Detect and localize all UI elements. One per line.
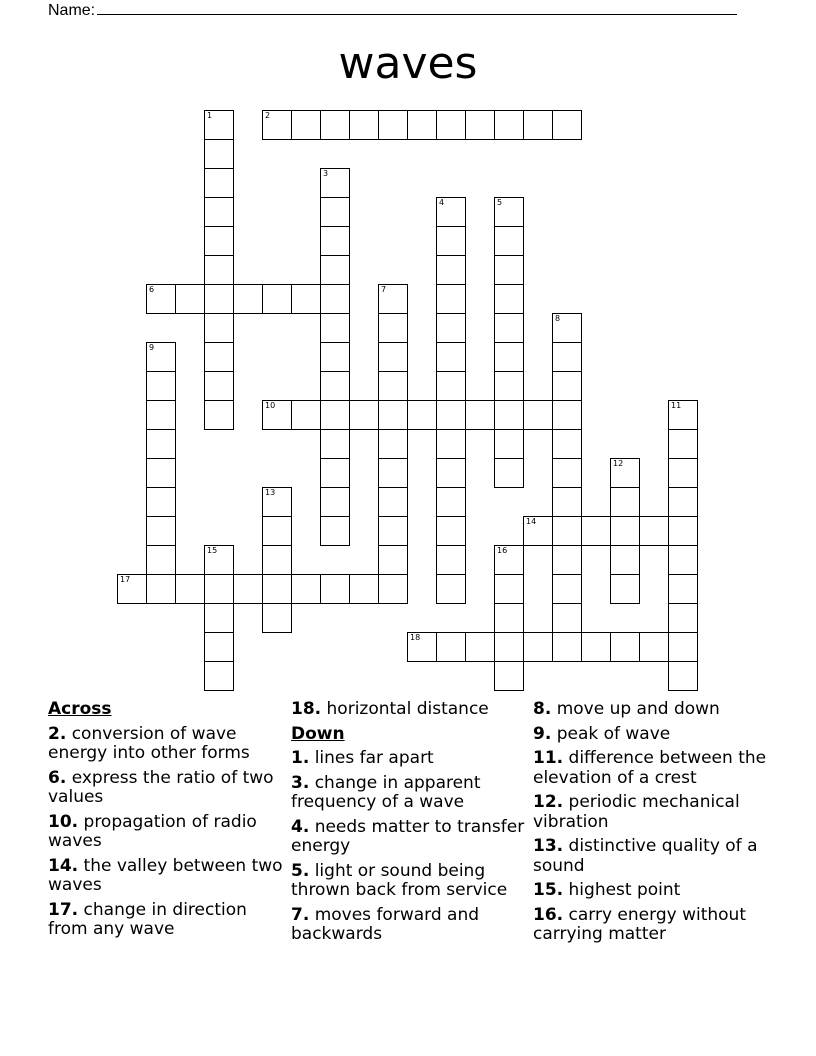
grid-cell[interactable] (552, 603, 582, 633)
clue-item (48, 769, 284, 808)
grid-cell[interactable] (668, 574, 698, 604)
clue-item-number: 14. (48, 855, 79, 876)
clue-item-text: lines far apart (309, 748, 434, 768)
grid-cell[interactable] (494, 197, 524, 227)
clue-item-text: horizontal distance (321, 699, 489, 719)
clue-item (291, 906, 527, 945)
clue-item-number: 11. (533, 748, 564, 768)
grid-cell[interactable] (320, 371, 350, 401)
grid-cell[interactable] (146, 371, 176, 401)
grid-cell[interactable] (436, 284, 466, 314)
grid-cell[interactable] (320, 429, 350, 459)
grid-cell[interactable] (262, 284, 292, 314)
clue-item (48, 901, 284, 940)
grid-cell[interactable] (378, 516, 408, 546)
clue-item (533, 749, 769, 788)
grid-cell[interactable] (494, 574, 524, 604)
grid-cell[interactable] (465, 110, 495, 140)
grid-cell[interactable] (204, 284, 234, 314)
clue-item (533, 906, 769, 945)
clue-item-number: 7. (291, 904, 310, 925)
clue-item-number: 8. (533, 699, 552, 719)
grid-cell[interactable] (204, 110, 234, 140)
across-heading: Across (48, 699, 112, 719)
grid-cell[interactable] (494, 603, 524, 633)
clue-number: 7 (381, 285, 387, 294)
grid-cell[interactable] (146, 516, 176, 546)
grid-cell[interactable] (407, 400, 437, 430)
grid-cell[interactable] (494, 458, 524, 488)
grid-cell[interactable] (436, 313, 466, 343)
grid-cell[interactable] (378, 574, 408, 604)
grid-cell[interactable] (494, 661, 524, 691)
grid-cell[interactable] (436, 226, 466, 256)
grid-cell[interactable] (494, 110, 524, 140)
grid-cell[interactable] (552, 400, 582, 430)
grid-cell[interactable] (552, 313, 582, 343)
clue-item (291, 700, 527, 720)
clue-item-text: change in apparent frequency of a wave (291, 772, 481, 812)
grid-cell[interactable] (204, 400, 234, 430)
grid-cell[interactable] (494, 632, 524, 662)
clue-item-number: 5. (291, 860, 310, 881)
grid-cell[interactable] (320, 197, 350, 227)
grid-cell[interactable] (494, 255, 524, 285)
grid-cell[interactable] (523, 632, 553, 662)
grid-cell[interactable] (320, 255, 350, 285)
grid-cell[interactable] (204, 603, 234, 633)
grid-cell[interactable] (552, 487, 582, 517)
grid-cell[interactable] (204, 226, 234, 256)
grid-cell[interactable] (552, 342, 582, 372)
clues-column-1 (48, 700, 284, 945)
grid-cell[interactable] (378, 371, 408, 401)
grid-cell[interactable] (523, 110, 553, 140)
grid-cell[interactable] (494, 400, 524, 430)
clue-item (533, 837, 769, 876)
grid-cell[interactable] (204, 342, 234, 372)
grid-cell[interactable] (436, 400, 466, 430)
grid-cell[interactable] (668, 661, 698, 691)
clue-item-number: 1. (291, 748, 310, 768)
grid-cell[interactable] (204, 139, 234, 169)
grid-cell[interactable] (262, 400, 292, 430)
grid-cell[interactable] (581, 632, 611, 662)
grid-cell[interactable] (436, 632, 466, 662)
grid-cell[interactable] (117, 574, 147, 604)
clue-item-text: light or sound being thrown back from service (291, 860, 508, 900)
grid-cell[interactable] (436, 574, 466, 604)
clue-item-number: 17. (48, 899, 79, 920)
clues-column-2 (291, 700, 527, 950)
clue-item (291, 818, 527, 857)
down-heading: Down (291, 723, 345, 744)
clue-number: 18 (410, 633, 421, 642)
grid-cell[interactable] (378, 400, 408, 430)
grid-cell[interactable] (320, 168, 350, 198)
clue-item-number: 18. (291, 699, 322, 719)
grid-cell[interactable] (291, 400, 321, 430)
grid-cell[interactable] (262, 516, 292, 546)
grid-cell[interactable] (233, 284, 263, 314)
grid-cell[interactable] (291, 574, 321, 604)
grid-cell[interactable] (610, 516, 640, 546)
clue-number: 3 (323, 169, 329, 178)
grid-cell[interactable] (320, 284, 350, 314)
grid-cell[interactable] (146, 574, 176, 604)
clue-item-text: conversion of wave energy into other forms (48, 723, 250, 763)
grid-cell[interactable] (552, 574, 582, 604)
grid-cell[interactable] (436, 487, 466, 517)
grid-cell[interactable] (262, 574, 292, 604)
grid-cell[interactable] (523, 400, 553, 430)
grid-cell[interactable] (581, 516, 611, 546)
grid-cell[interactable] (668, 603, 698, 633)
grid-cell[interactable] (262, 487, 292, 517)
grid-cell[interactable] (523, 516, 553, 546)
grid-cell[interactable] (494, 284, 524, 314)
grid-cell[interactable] (349, 400, 379, 430)
grid-cell[interactable] (494, 371, 524, 401)
grid-cell[interactable] (552, 545, 582, 575)
grid-cell[interactable] (494, 429, 524, 459)
grid-cell[interactable] (320, 342, 350, 372)
clue-item-number: 15. (533, 880, 564, 900)
grid-cell[interactable] (639, 516, 669, 546)
grid-cell[interactable] (668, 516, 698, 546)
grid-cell[interactable] (204, 545, 234, 575)
grid-cell[interactable] (436, 516, 466, 546)
clue-item-text: change in direction from any wave (48, 899, 247, 939)
grid-cell[interactable] (494, 545, 524, 575)
grid-cell[interactable] (378, 342, 408, 372)
grid-cell[interactable] (320, 226, 350, 256)
grid-cell[interactable] (146, 487, 176, 517)
grid-cell[interactable] (320, 516, 350, 546)
grid-cell[interactable] (610, 545, 640, 575)
grid-cell[interactable] (204, 255, 234, 285)
clue-item-text: moves forward and backwards (291, 904, 480, 944)
clue-number: 16 (497, 546, 508, 555)
grid-cell[interactable] (320, 458, 350, 488)
grid-cell[interactable] (146, 545, 176, 575)
grid-cell[interactable] (204, 313, 234, 343)
grid-cell[interactable] (465, 632, 495, 662)
grid-cell[interactable] (204, 168, 234, 198)
clue-number: 12 (613, 459, 624, 468)
clue-item-number: 2. (48, 723, 67, 744)
grid-cell[interactable] (552, 516, 582, 546)
grid-cell[interactable] (146, 284, 176, 314)
clue-item-number: 6. (48, 767, 67, 788)
grid-cell[interactable] (175, 284, 205, 314)
grid-cell[interactable] (320, 400, 350, 430)
grid-cell[interactable] (175, 574, 205, 604)
clue-item-text: highest point (563, 880, 681, 900)
clue-item (533, 725, 769, 745)
clue-item-text: propagation of radio waves (48, 811, 257, 851)
grid-cell[interactable] (146, 429, 176, 459)
grid-cell[interactable] (494, 313, 524, 343)
clue-item (291, 774, 527, 813)
clue-number: 6 (149, 285, 155, 294)
clue-number: 4 (439, 198, 445, 207)
grid-cell[interactable] (552, 632, 582, 662)
clue-number: 2 (265, 111, 271, 120)
clue-number: 14 (526, 517, 537, 526)
grid-cell[interactable] (436, 458, 466, 488)
grid-cell[interactable] (610, 458, 640, 488)
grid-cell[interactable] (378, 545, 408, 575)
grid-cell[interactable] (349, 110, 379, 140)
clue-number: 13 (265, 488, 276, 497)
grid-cell[interactable] (378, 487, 408, 517)
grid-cell[interactable] (668, 487, 698, 517)
clue-number: 15 (207, 546, 218, 555)
clue-item (48, 857, 284, 896)
clue-item-text: difference between the elevation of a crest (533, 748, 767, 788)
grid-cell[interactable] (668, 458, 698, 488)
clue-item-number: 3. (291, 772, 310, 793)
grid-cell[interactable] (204, 371, 234, 401)
clue-number: 1 (207, 111, 213, 120)
grid-cell[interactable] (291, 110, 321, 140)
grid-cell[interactable] (436, 371, 466, 401)
grid-cell[interactable] (378, 110, 408, 140)
puzzle-title: waves (338, 38, 478, 89)
clue-number: 17 (120, 575, 131, 584)
grid-cell[interactable] (610, 632, 640, 662)
clue-item (291, 749, 527, 769)
clue-item (291, 862, 527, 901)
grid-cell[interactable] (233, 574, 263, 604)
clue-item (48, 725, 284, 764)
grid-cell[interactable] (552, 110, 582, 140)
grid-cell[interactable] (407, 110, 437, 140)
clue-item (533, 793, 769, 832)
clue-item-number: 10. (48, 811, 79, 832)
grid-cell[interactable] (668, 429, 698, 459)
name-label: Name: (48, 2, 96, 19)
grid-cell[interactable] (204, 574, 234, 604)
clue-item (533, 881, 769, 901)
grid-cell[interactable] (291, 284, 321, 314)
grid-cell[interactable] (436, 110, 466, 140)
grid-cell[interactable] (668, 400, 698, 430)
clue-item-text: carry energy without carrying matter (533, 904, 746, 944)
grid-cell[interactable] (378, 458, 408, 488)
clue-item-text: periodic mechanical vibration (533, 792, 740, 832)
clue-number: 5 (497, 198, 503, 207)
grid-cell[interactable] (407, 632, 437, 662)
clue-item (48, 813, 284, 852)
clue-item-number: 16. (533, 904, 564, 925)
clue-item-text: peak of wave (551, 723, 671, 744)
grid-cell[interactable] (262, 545, 292, 575)
grid-cell[interactable] (146, 400, 176, 430)
grid-cell[interactable] (610, 574, 640, 604)
grid-cell[interactable] (610, 487, 640, 517)
clues-column-3 (533, 700, 769, 950)
grid-cell[interactable] (494, 342, 524, 372)
clue-item (533, 700, 769, 720)
grid-cell[interactable] (436, 429, 466, 459)
clue-number: 9 (149, 343, 155, 352)
grid-cell[interactable] (639, 632, 669, 662)
clue-item-text: move up and down (551, 699, 720, 719)
clue-item-text: needs matter to transfer energy (291, 816, 525, 856)
clue-number: 10 (265, 401, 276, 410)
grid-cell[interactable] (668, 545, 698, 575)
grid-cell[interactable] (436, 545, 466, 575)
grid-cell[interactable] (320, 110, 350, 140)
grid-cell[interactable] (320, 487, 350, 517)
clue-item-number: 4. (291, 816, 310, 837)
clue-item-number: 13. (533, 836, 564, 856)
grid-cell[interactable] (668, 632, 698, 662)
grid-cell[interactable] (204, 632, 234, 662)
clue-item-number: 12. (533, 792, 564, 812)
clue-item-text: the valley between two waves (48, 855, 283, 895)
clue-number: 8 (555, 314, 561, 323)
grid-cell[interactable] (378, 429, 408, 459)
grid-cell[interactable] (320, 313, 350, 343)
grid-cell[interactable] (146, 342, 176, 372)
grid-cell[interactable] (204, 661, 234, 691)
grid-cell[interactable] (436, 255, 466, 285)
grid-cell[interactable] (146, 458, 176, 488)
clue-item-text: express the ratio of two values (48, 767, 274, 807)
grid-cell[interactable] (320, 574, 350, 604)
grid-cell[interactable] (552, 371, 582, 401)
grid-cell[interactable] (494, 226, 524, 256)
grid-cell[interactable] (262, 110, 292, 140)
grid-cell[interactable] (262, 603, 292, 633)
grid-cell[interactable] (349, 574, 379, 604)
grid-cell[interactable] (552, 458, 582, 488)
grid-cell[interactable] (378, 313, 408, 343)
grid-cell[interactable] (552, 429, 582, 459)
clue-number: 11 (671, 401, 682, 410)
clue-item-text: distinctive quality of a sound (533, 836, 758, 876)
grid-cell[interactable] (436, 342, 466, 372)
grid-cell[interactable] (204, 197, 234, 227)
grid-cell[interactable] (465, 400, 495, 430)
clue-item-number: 9. (533, 723, 552, 744)
grid-cell[interactable] (436, 197, 466, 227)
grid-cell[interactable] (378, 284, 408, 314)
